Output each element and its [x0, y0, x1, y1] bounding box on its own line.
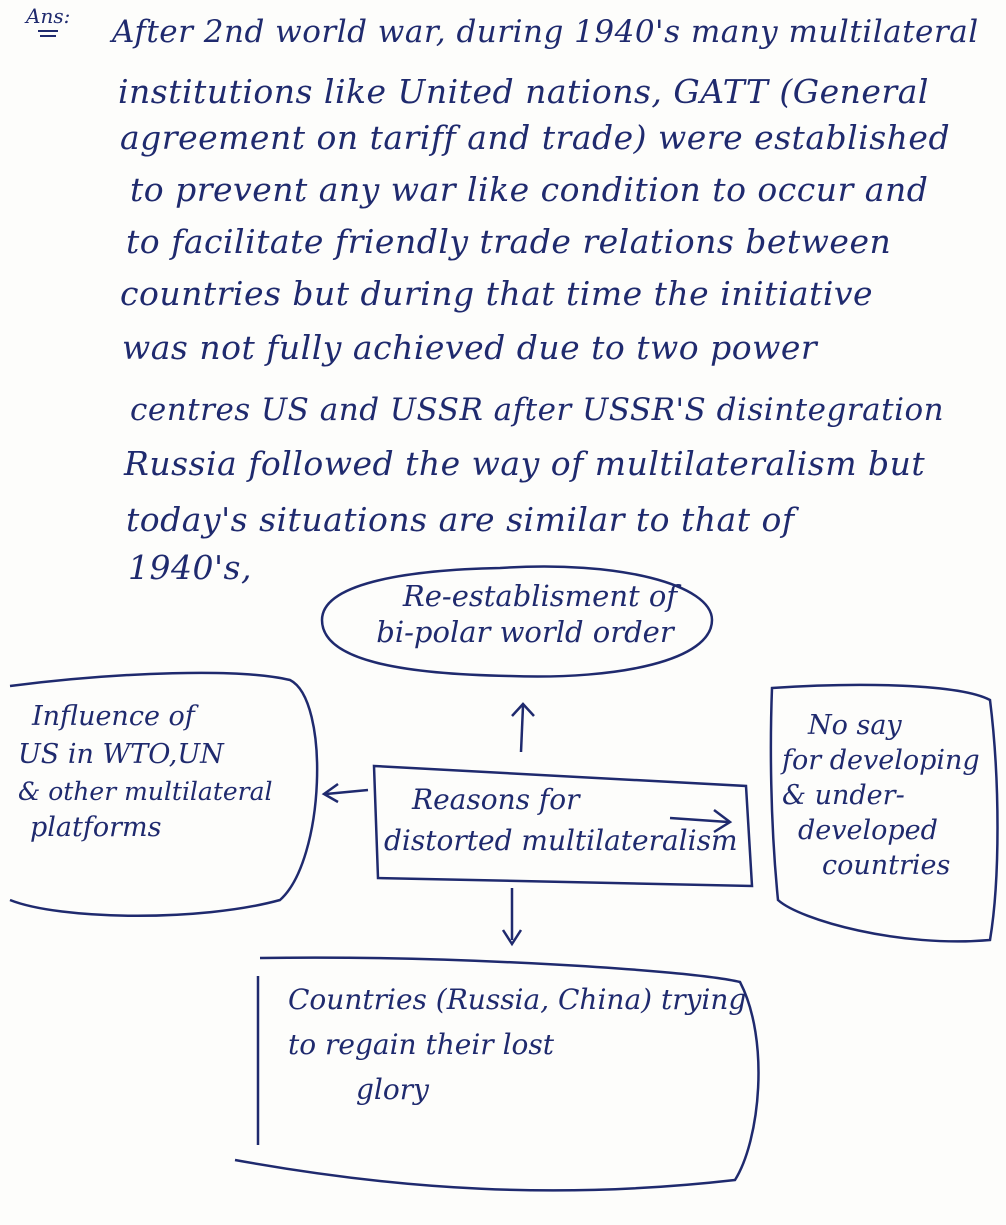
answer-line: agreement on tariff and trade) were established	[120, 118, 951, 157]
arrow-left	[324, 784, 368, 802]
top-node-line: Re-establisment of	[402, 579, 678, 613]
left-node-line: Influence of	[32, 701, 195, 732]
answer-line: today's situations are similar to that of	[126, 500, 795, 539]
answer-line: 1940's,	[128, 548, 252, 587]
answer-line: centres US and USSR after USSR'S disintegration	[130, 392, 945, 428]
bottom-node-line: to regain their lost	[288, 1027, 554, 1061]
left-node	[18, 698, 273, 846]
answer-line: institutions like United nations, GATT (General	[118, 72, 929, 111]
answer-label: Ans:	[26, 4, 71, 28]
right-node-line: developed	[798, 815, 938, 847]
left-node-line: US in WTO,UN	[18, 738, 224, 770]
bottom-node-line: Countries (Russia, China) trying	[288, 983, 747, 1016]
top-node-line: bi-polar world order	[376, 615, 674, 650]
answer-line: countries but during that time the initiative	[120, 274, 874, 313]
arrow-down	[503, 888, 521, 944]
arrow-up	[512, 704, 534, 752]
top-node	[360, 578, 690, 651]
center-node-line: distorted multilateralism	[384, 823, 738, 857]
answer-line: was not fully achieved due to two power	[122, 328, 818, 367]
answer-line: After 2nd world war, during 1940's many multilateral	[112, 14, 979, 50]
right-node-line: for developing	[782, 745, 980, 777]
right-node-line: & under-	[782, 780, 905, 812]
center-node-line: Reasons for	[412, 783, 580, 816]
bottom-node	[288, 978, 746, 1112]
left-node-line: & other multilateral	[18, 776, 273, 806]
center-node	[384, 780, 738, 861]
right-node-line: countries	[822, 850, 951, 882]
answer-line: to prevent any war like condition to occur and	[130, 170, 929, 209]
answer-line: Russia followed the way of multilateralism but	[124, 444, 926, 483]
answer-line: to facilitate friendly trade relations between	[126, 222, 892, 261]
bottom-node-line: glory	[356, 1072, 429, 1106]
right-node-line: No say	[808, 710, 902, 741]
right-node	[782, 708, 980, 883]
left-node-line: platforms	[30, 811, 162, 843]
